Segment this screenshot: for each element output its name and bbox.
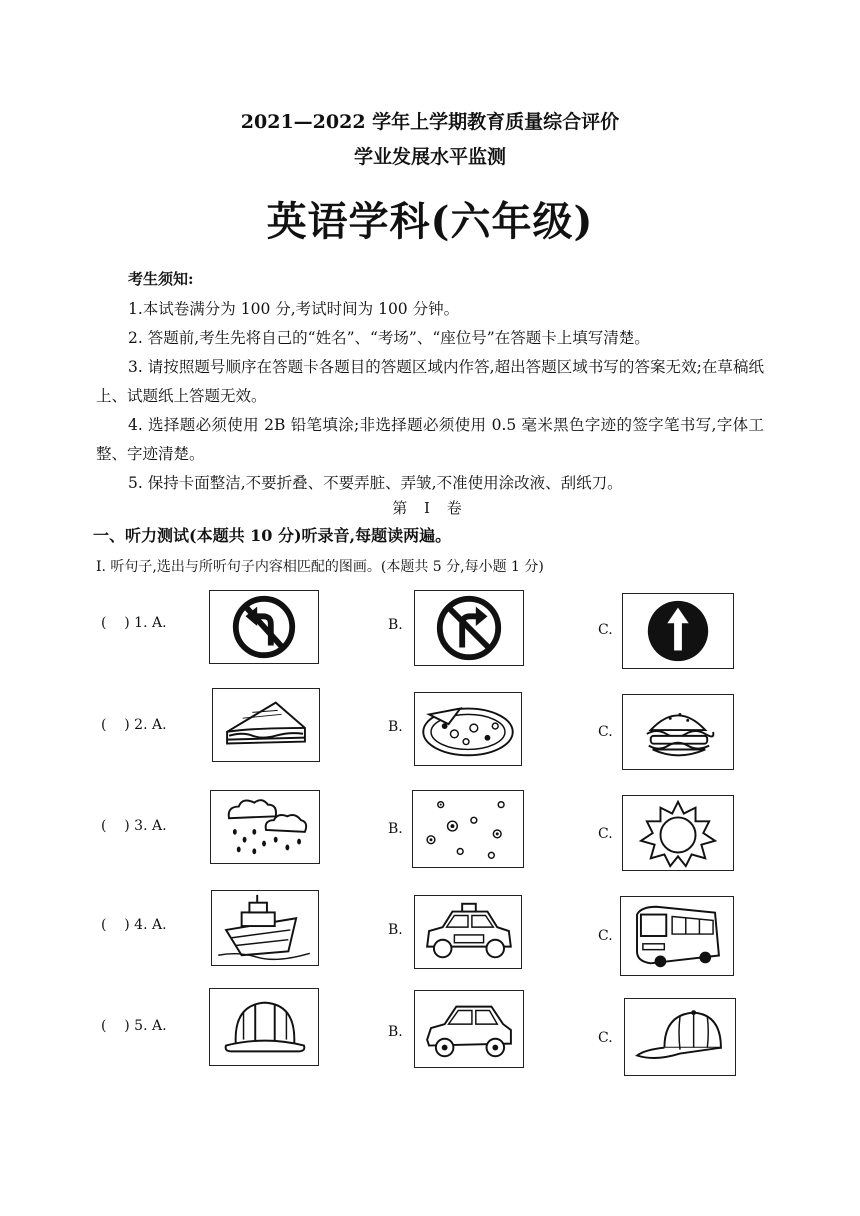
volume-label: 第 I 卷 bbox=[392, 499, 468, 517]
option-b-label: B. bbox=[388, 922, 403, 938]
section-title: 一、听力测试(本题共 10 分)听录音,每题读两遍。 bbox=[93, 526, 452, 545]
option-c-label: C. bbox=[598, 1030, 613, 1046]
hamburger-icon[interactable] bbox=[622, 694, 734, 770]
option-b-label: B. bbox=[388, 1024, 403, 1040]
bus-icon[interactable] bbox=[620, 896, 734, 976]
exam-header-line2: 学业发展水平监测 bbox=[353, 146, 506, 168]
no-left-turn-sign-icon[interactable] bbox=[209, 590, 319, 664]
notice-title: 考生须知: bbox=[128, 270, 194, 288]
notice-item: 2. 答题前,考生先将自己的“姓名”、“考场”、“座位号”在答题卡上填写清楚。 bbox=[128, 329, 650, 347]
option-c-label: C. bbox=[598, 928, 613, 944]
option-c-label: C. bbox=[598, 724, 613, 740]
notice-list bbox=[96, 295, 764, 498]
hard-hat-icon[interactable] bbox=[209, 988, 319, 1066]
ship-icon[interactable] bbox=[211, 890, 319, 966]
question-5-label[interactable]: ( ) 5. A. bbox=[101, 1018, 167, 1034]
no-right-turn-sign-icon[interactable] bbox=[414, 590, 524, 666]
subsection-instruction: Ⅰ. 听句子,选出与所听句子内容相匹配的图画。(本题共 5 分,每小题 1 分) bbox=[96, 559, 544, 575]
rainy-cloud-icon[interactable] bbox=[210, 790, 320, 864]
car-icon[interactable] bbox=[414, 990, 524, 1068]
notice-item: 4. 选择题必须使用 2B 铅笔填涂;非选择题必须使用 0.5 毫米黑色字迹的签字笔书写,字体工整、字迹清楚。 bbox=[96, 416, 764, 463]
exam-subject-title: 英语学科(六年级) bbox=[266, 198, 594, 245]
question-2-label[interactable]: ( ) 2. A. bbox=[101, 717, 167, 733]
sun-icon[interactable] bbox=[622, 795, 734, 871]
sandwich-icon[interactable] bbox=[212, 688, 320, 762]
option-b-label: B. bbox=[388, 719, 403, 735]
exam-header-line1: 2021—2022 学年上学期教育质量综合评价 bbox=[240, 111, 620, 133]
option-b-label: B. bbox=[388, 821, 403, 837]
pizza-icon[interactable] bbox=[414, 692, 522, 766]
taxi-icon[interactable] bbox=[414, 895, 522, 969]
question-4-label[interactable]: ( ) 4. A. bbox=[101, 917, 167, 933]
go-straight-sign-icon[interactable] bbox=[622, 593, 734, 669]
snowflakes-icon[interactable] bbox=[412, 790, 524, 868]
notice-item: 1.本试卷满分为 100 分,考试时间为 100 分钟。 bbox=[128, 300, 460, 318]
option-b-label: B. bbox=[388, 617, 403, 633]
question-1-label[interactable]: ( ) 1. A. bbox=[101, 615, 167, 631]
cap-icon[interactable] bbox=[624, 998, 736, 1076]
notice-item: 3. 请按照题号顺序在答题卡各题目的答题区域内作答,超出答题区域书写的答案无效;在草稿纸上、试题纸上答题无效。 bbox=[96, 358, 764, 405]
option-c-label: C. bbox=[598, 622, 613, 638]
question-3-label[interactable]: ( ) 3. A. bbox=[101, 818, 167, 834]
option-c-label: C. bbox=[598, 826, 613, 842]
notice-item: 5. 保持卡面整洁,不要折叠、不要弄脏、弄皱,不准使用涂改液、刮纸刀。 bbox=[128, 474, 623, 492]
